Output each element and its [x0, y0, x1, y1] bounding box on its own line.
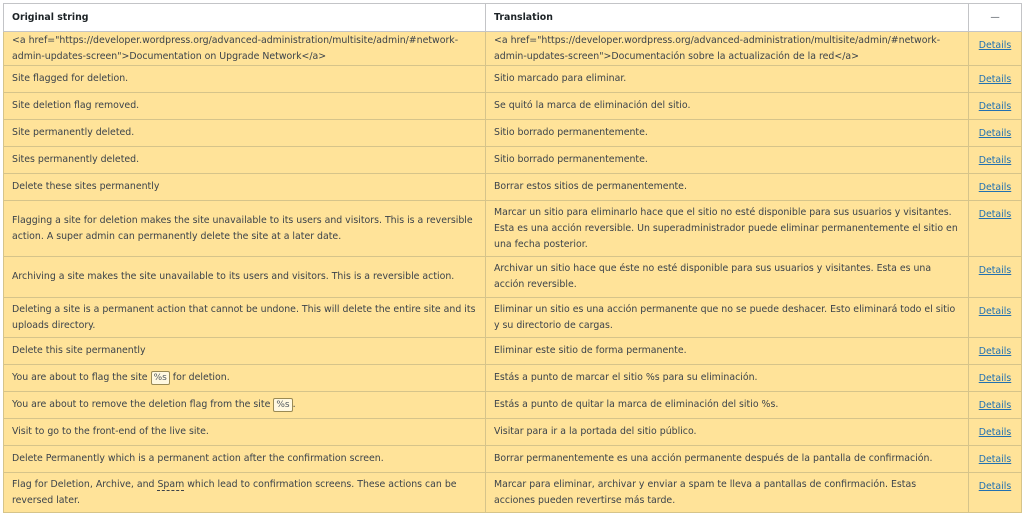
table-row: [4, 473, 1022, 513]
details-link[interactable]: Details: [978, 40, 1012, 51]
original-cell: <a href="https://developer.wordpress.org/advanced-administration/multisite/admin/#network-admin-updates-screen">Documentation on Upgrade Network</a>: [4, 32, 486, 66]
original-cell: Archiving a site makes the site unavailable to its users and visitors. This is a reversible action.: [4, 257, 486, 298]
translation-cell: <a href="https://developer.wordpress.org/advanced-administration/multisite/admin/#network-admin-updates-screen">Documentación sobre la actualización de la red</a>: [486, 32, 969, 66]
translation-cell: Estás a punto de marcar el sitio %s para su eliminación.: [486, 365, 969, 392]
original-text: which lead to confirmation screens. These actions can be reversed later.: [12, 478, 457, 506]
details-link[interactable]: Details: [978, 373, 1012, 384]
original-cell: [4, 365, 486, 392]
table-row: [4, 120, 1022, 147]
table-row: [4, 32, 1022, 66]
original-string-header: Original string: [4, 4, 486, 32]
details-link[interactable]: Details: [978, 155, 1012, 166]
original-cell: Delete these sites permanently: [4, 174, 486, 201]
translation-cell: Sitio borrado permanentemente.: [486, 147, 969, 174]
translation-cell: Eliminar este sitio de forma permanente.: [486, 338, 969, 365]
original-cell: [4, 392, 486, 419]
original-cell: Sites permanently deleted.: [4, 147, 486, 174]
translation-table: [3, 3, 1022, 513]
translation-cell: Se quitó la marca de eliminación del sitio.: [486, 93, 969, 120]
details-link[interactable]: Details: [978, 128, 1012, 139]
details-link[interactable]: Details: [978, 400, 1012, 411]
translation-cell: Estás a punto de quitar la marca de eliminación del sitio %s.: [486, 392, 969, 419]
original-cell: Site deletion flag removed.: [4, 93, 486, 120]
original-text: You are about to flag the site: [12, 372, 151, 383]
table-header-row: [4, 4, 1022, 32]
original-text: Flag for Deletion, Archive, and: [12, 478, 158, 490]
original-cell: Delete Permanently which is a permanent action after the confirmation screen.: [4, 446, 486, 473]
original-text: You are about to remove the deletion flag from the site: [12, 399, 274, 410]
details-link[interactable]: Details: [978, 306, 1012, 317]
details-link[interactable]: Details: [978, 209, 1012, 220]
table-row: [4, 338, 1022, 365]
translation-cell: Sitio marcado para eliminar.: [486, 66, 969, 93]
original-cell: Deleting a site is a permanent action that cannot be undone. This will delete the entire site and its uploads directory.: [4, 298, 486, 338]
glossary-term[interactable]: Spam: [157, 478, 185, 490]
table-row: [4, 257, 1022, 298]
details-link[interactable]: Details: [978, 427, 1012, 438]
original-cell: Site permanently deleted.: [4, 120, 486, 147]
details-link[interactable]: Details: [978, 182, 1012, 193]
table-row: [4, 365, 1022, 392]
details-link[interactable]: Details: [978, 346, 1012, 357]
details-link[interactable]: Details: [978, 454, 1012, 465]
details-link[interactable]: Details: [978, 74, 1012, 85]
details-link[interactable]: Details: [978, 265, 1012, 276]
table-row: [4, 201, 1022, 257]
original-cell: Flagging a site for deletion makes the site unavailable to its users and visitors. This is a reversible action. A super admin can permanently delete the site at a later date.: [4, 201, 486, 257]
table-row: [4, 419, 1022, 446]
actions-header: —: [969, 4, 1022, 32]
translation-cell: Sitio borrado permanentemente.: [486, 120, 969, 147]
table-row: [4, 392, 1022, 419]
original-cell: Site flagged for deletion.: [4, 66, 486, 93]
table-row: [4, 66, 1022, 93]
original-text: for deletion.: [169, 372, 230, 383]
original-cell: Visit to go to the front-end of the live site.: [4, 419, 486, 446]
table-row: [4, 298, 1022, 338]
translation-cell: Borrar permanentemente es una acción permanente después de la pantalla de confirmación.: [486, 446, 969, 473]
translation-cell: Visitar para ir a la portada del sitio público.: [486, 419, 969, 446]
placeholder-token: %s: [151, 371, 170, 385]
placeholder-token: %s: [273, 398, 292, 412]
translation-table-container: [3, 3, 1021, 513]
translation-cell: Borrar estos sitios de permanentemente.: [486, 174, 969, 201]
translation-cell: Marcar un sitio para eliminarlo hace que el sitio no esté disponible para sus usuarios y visitantes. Esta es una acción reversible. Un superadministrador puede eliminar permanentemente el sitio en una fecha posterior.: [486, 201, 969, 257]
original-text: .: [292, 399, 296, 410]
table-row: [4, 93, 1022, 120]
translation-cell: Archivar un sitio hace que éste no esté disponible para sus usuarios y visitantes. Esta es una acción reversible.: [486, 257, 969, 298]
table-row: [4, 174, 1022, 201]
details-link[interactable]: Details: [978, 481, 1012, 492]
original-cell: Delete this site permanently: [4, 338, 486, 365]
translation-cell: Eliminar un sitio es una acción permanente que no se puede deshacer. Esto eliminará todo el sitio y su directorio de cargas.: [486, 298, 969, 338]
translation-cell: Marcar para eliminar, archivar y enviar a spam te lleva a pantallas de confirmación. Estas acciones pueden revertirse más tarde.: [486, 473, 969, 513]
table-row: [4, 446, 1022, 473]
table-row: [4, 147, 1022, 174]
translation-header: Translation: [486, 4, 969, 32]
original-cell: [4, 473, 486, 513]
details-link[interactable]: Details: [978, 101, 1012, 112]
